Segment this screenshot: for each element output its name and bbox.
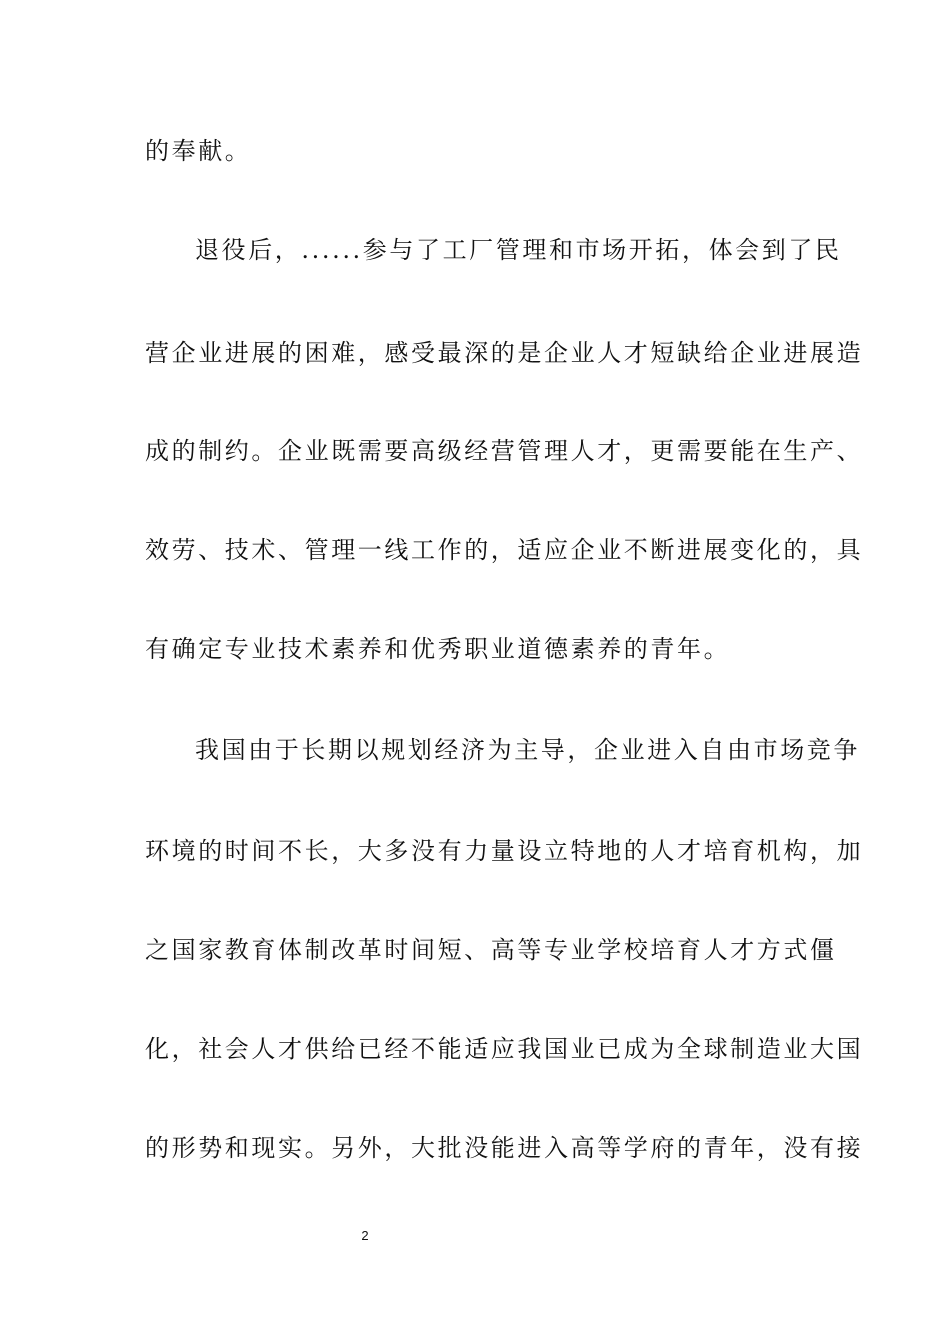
text-line-4: 成的制约。企业既需要高级经营管理人才，更需要能在生产、 [145,437,864,465]
text-line-7: 我国由于长期以规划经济为主导，企业进入自由市场竞争 [195,736,860,764]
text-line-9: 之国家教育体制改革时间短、高等专业学校培育人才方式僵 [145,936,837,964]
page-number: 2 [361,1228,369,1243]
text-line-2: 退役后，......参与了工厂管理和市场开拓，体会到了民 [195,236,842,264]
text-line-8: 环境的时间不长，大多没有力量设立特地的人才培育机构，加 [145,837,864,865]
text-line-5: 效劳、技术、管理一线工作的，适应企业不断进展变化的，具 [145,536,864,564]
text-line-11: 的形势和现实。另外，大批没能进入高等学府的青年，没有接 [145,1134,864,1162]
text-line-6: 有确定专业技术素养和优秀职业道德素养的青年。 [145,635,731,663]
text-line-3: 营企业进展的困难，感受最深的是企业人才短缺给企业进展造 [145,339,864,367]
text-line-1: 的奉献。 [145,137,252,165]
text-line-10: 化，社会人才供给已经不能适应我国业已成为全球制造业大国 [145,1035,864,1063]
